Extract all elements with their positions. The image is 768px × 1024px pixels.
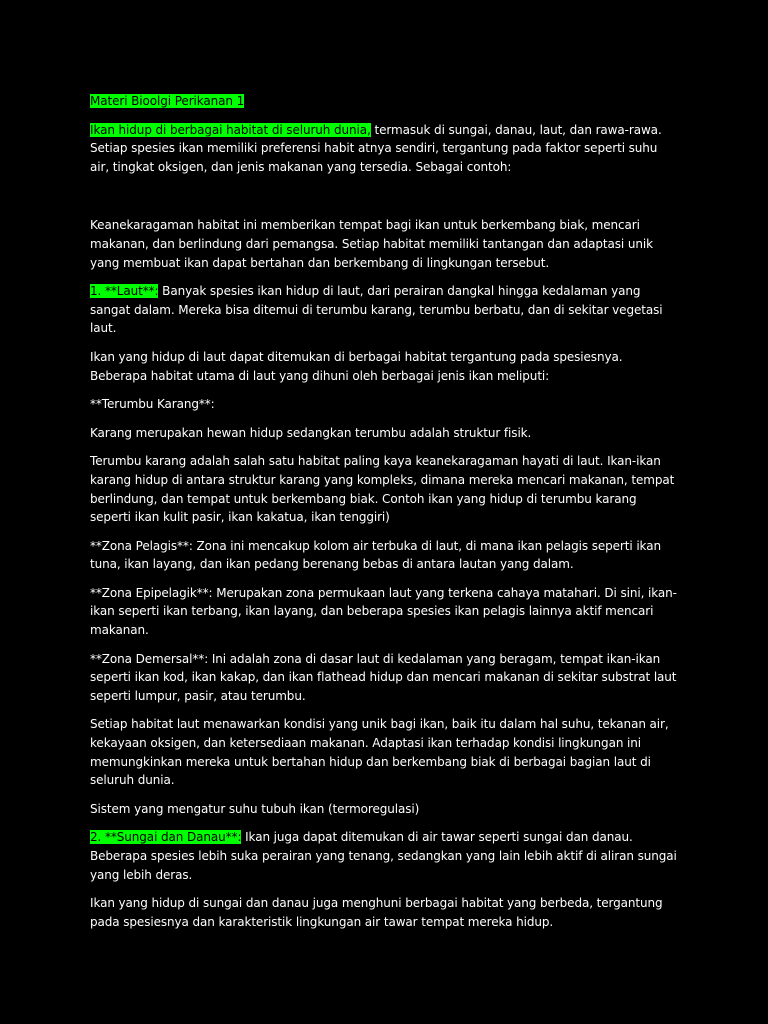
terumbu-karang-heading: **Terumbu Karang**:: [90, 397, 215, 412]
sungai-paragraph: [90, 828, 680, 884]
paragraph-epipelagik: **Zona Epipelagik**: Merupakan zona permukaan laut yang terkena cahaya matahari. Di sini, ikan-ikan seperti ikan terbang, ikan layang, dan beberapa spesies ikan pelagis lainnya aktif mencari makanan.: [90, 585, 677, 638]
paragraph-ikan-sungai: Ikan yang hidup di sungai dan danau juga menghuni berbagai habitat yang berbeda, tergantung pada spesiesnya dan karakteristik lingkungan air tawar tempat mereka hidup.: [90, 896, 663, 929]
laut-text: Banyak spesies ikan hidup di laut, dari perairan dangkal hingga kedalaman yang sangat dalam. Mereka bisa ditemui di terumbu karang, terumbu berbatu, dan di sekitar vegetasi laut.: [90, 284, 663, 336]
paragraph-demersal: **Zona Demersal**: Ini adalah zona di dasar laut di kedalaman yang beragam, tempat ikan-ikan seperti ikan kod, ikan kakap, dan ikan flathead hidup dan mencari makanan di sekitar substrat laut seperti lumpur, pasir, atau terumbu.: [90, 651, 677, 703]
sungai-highlight: 2. **Sungai dan Danau**:: [90, 830, 242, 845]
paragraph-ikan-laut: Ikan yang hidup di laut dapat ditemukan di berbagai habitat tergantung pada spesiesnya. Beberapa habitat utama di laut yang dihuni oleh berbagai jenis ikan meliputi:: [90, 349, 623, 383]
paragraph-pelagis: **Zona Pelagis**: Zona ini mencakup kolom air terbuka di laut, di mana ikan pelagis seperti ikan tuna, ikan layang, dan ikan pedang berenang bebas di antara lautan yang dalam.: [90, 538, 661, 572]
blank-space: [90, 186, 680, 216]
intro-paragraph: [90, 121, 680, 177]
paragraph-setiap-habitat: Setiap habitat laut menawarkan kondisi yang unik bagi ikan, baik itu dalam hal suhu, tekanan air, kekayaan oksigen, dan ketersediaan makanan. Adaptasi ikan terhadap kondisi lingkungan ini memungkinkan mereka untuk bertahan hidup dan berkembang biak di berbagai bagian laut di seluruh dunia.: [90, 717, 669, 788]
document-page: [90, 92, 680, 941]
paragraph-karang: Karang merupakan hewan hidup sedangkan terumbu adalah struktur fisik.: [90, 425, 532, 440]
document-title: [90, 92, 680, 111]
paragraph-keanekaragaman: Keanekaragaman habitat ini memberikan tempat bagi ikan untuk berkembang biak, mencari makanan, dan berlindung dari pemangsa. Setiap habitat memiliki tantangan dan adaptasi unik yang membuat ikan dapat bertahan dan berkembang di lingkungan tersebut.: [90, 218, 653, 270]
paragraph-sistem: Sistem yang mengatur suhu tubuh ikan (termoregulasi): [90, 801, 420, 816]
title-highlight: Materi Bioolgi Perikanan 1: [90, 94, 245, 108]
paragraph-terumbu: Terumbu karang adalah salah satu habitat paling kaya keanekaragaman hayati di laut. Ikan-ikan karang hidup di antara struktur karang yang kompleks, dimana mereka mencari makanan, tempat berlindung, dan tempat untuk berkembang biak. Contoh ikan yang hidup di terumbu karang seperti ikan kulit pasir, ikan kakatua, ikan tenggiri): [90, 454, 675, 525]
laut-highlight: 1. **Laut**:: [90, 284, 159, 299]
intro-highlight: Ikan hidup di berbagai habitat di seluruh dunia,: [90, 122, 371, 137]
intro-text: termasuk di sungai, danau, laut, dan rawa-rawa. Setiap spesies ikan memiliki preferensi habit atnya sendiri, tergantung pada faktor seperti suhu air, tingkat oksigen, dan jenis makanan yang tersedia. Sebagai contoh:: [90, 122, 662, 174]
laut-paragraph: [90, 282, 680, 338]
sungai-text: Ikan juga dapat ditemukan di air tawar seperti sungai dan danau. Beberapa spesies lebih suka perairan yang tenang, sedangkan yang lain lebih aktif di aliran sungai yang lebih deras.: [90, 830, 677, 882]
